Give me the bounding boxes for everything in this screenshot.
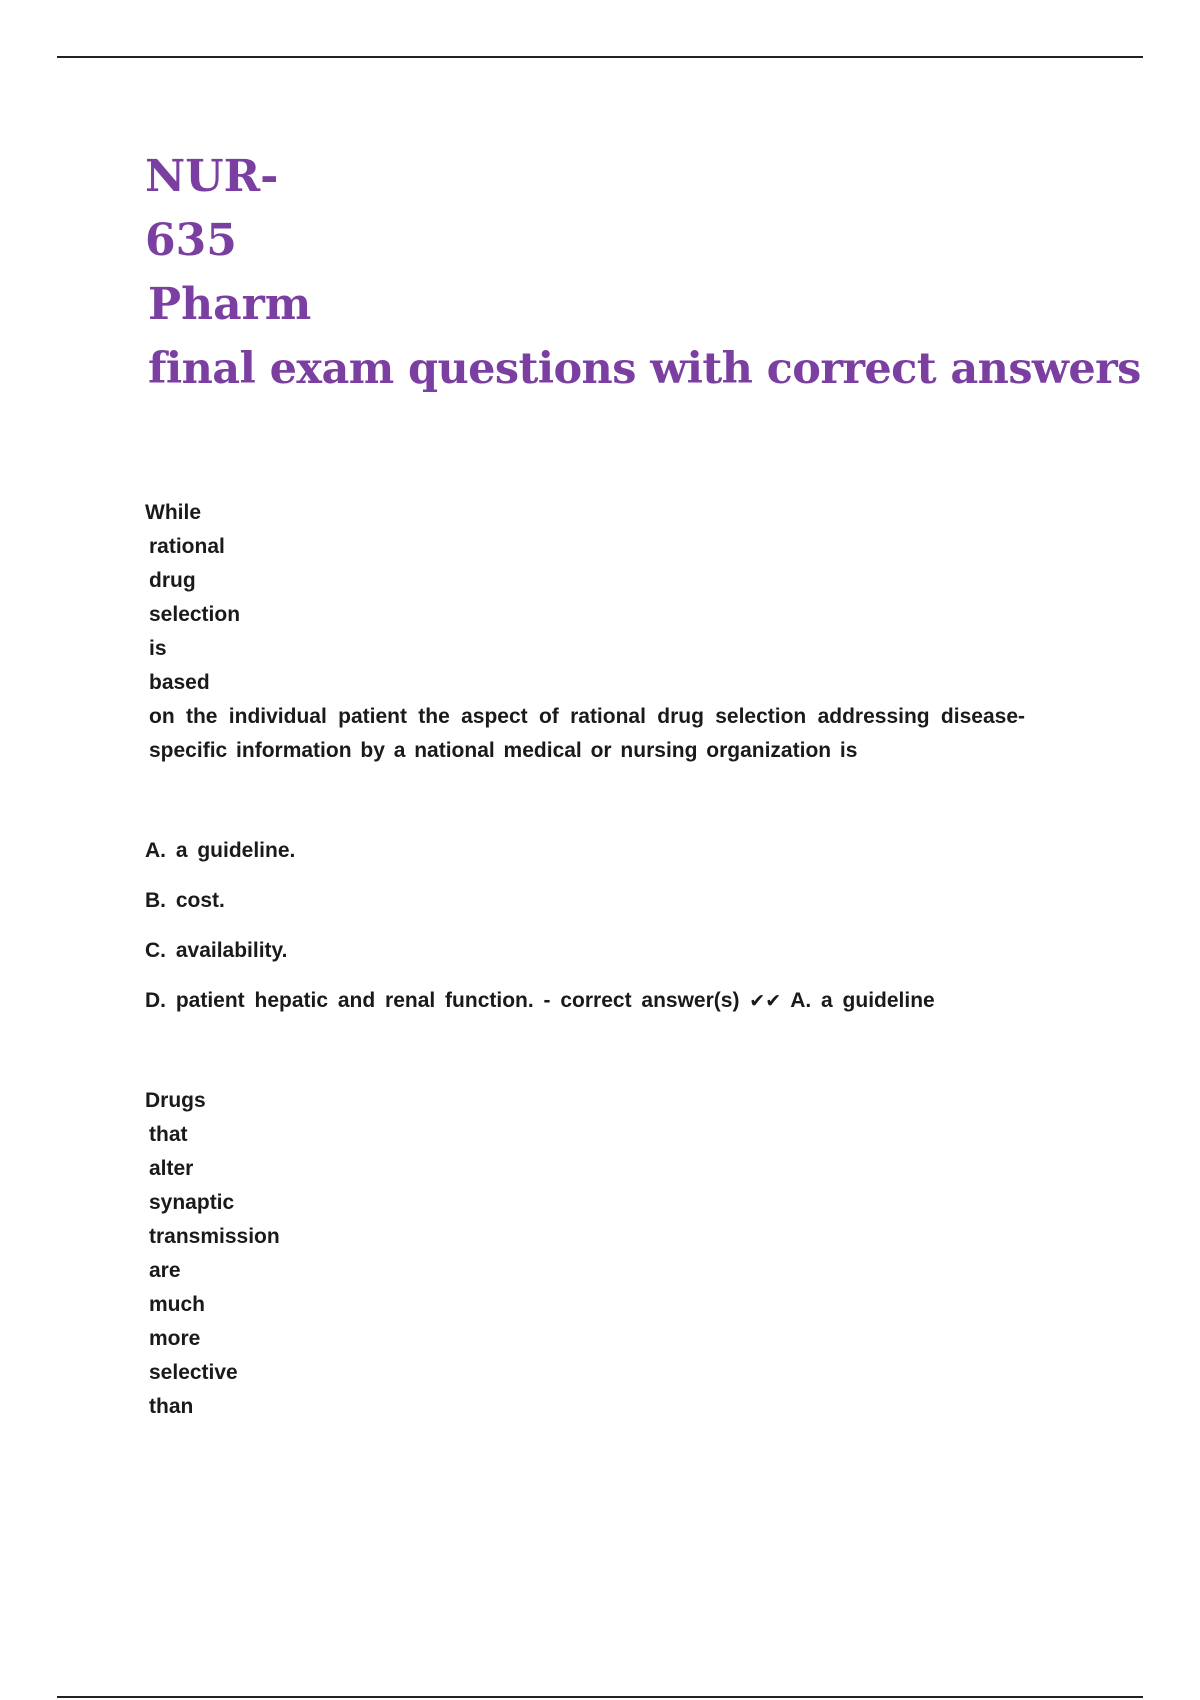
question-2-word: are: [149, 1259, 181, 1282]
question-2-word: much: [149, 1293, 206, 1316]
page-bottom-rule: [57, 1696, 1143, 1698]
question-1-word: While: [145, 501, 201, 524]
title-line-subject: Pharm: [148, 279, 312, 330]
double-check-icon: ✔✔: [749, 990, 782, 1012]
option-b: B. cost.: [145, 889, 225, 912]
question-1-word: is: [149, 637, 167, 660]
question-1-word: selection: [149, 603, 241, 626]
question-2-word: Drugs: [145, 1089, 206, 1112]
question-2-word: transmission: [149, 1225, 280, 1248]
title-line-course-number: 635: [145, 215, 237, 266]
correct-answer-text: A. a guideline: [790, 989, 935, 1012]
question-1: [145, 496, 1025, 768]
page-top-rule: [57, 56, 1143, 58]
option-d-with-answer: [145, 984, 1045, 1034]
question-2-word: alter: [149, 1157, 194, 1180]
question-2-word: synaptic: [149, 1191, 235, 1214]
option-d: D. patient hepatic and renal function. - correct answer(s): [145, 989, 740, 1012]
question-2-word: more: [149, 1327, 201, 1350]
question-2-word: than: [149, 1395, 194, 1418]
question-2-word: that: [149, 1123, 188, 1146]
question-1-word: rational: [149, 535, 225, 558]
answer-options: [145, 834, 1045, 1034]
question-1-word: based: [149, 671, 210, 694]
question-1-word: drug: [149, 569, 196, 592]
document-title: [145, 145, 1141, 401]
question-1-body-text: on the individual patient the aspect of rational drug selection addressing disease-specific information by a national medical or nursing organization is: [149, 705, 1025, 762]
option-c: C. availability.: [145, 939, 288, 962]
title-line-description: final exam questions with correct answers: [148, 344, 1141, 394]
question-2: [145, 1084, 1025, 1424]
option-a: A. a guideline.: [145, 839, 296, 862]
title-line-course-prefix: NUR-: [145, 151, 279, 202]
question-2-word: selective: [149, 1361, 238, 1384]
